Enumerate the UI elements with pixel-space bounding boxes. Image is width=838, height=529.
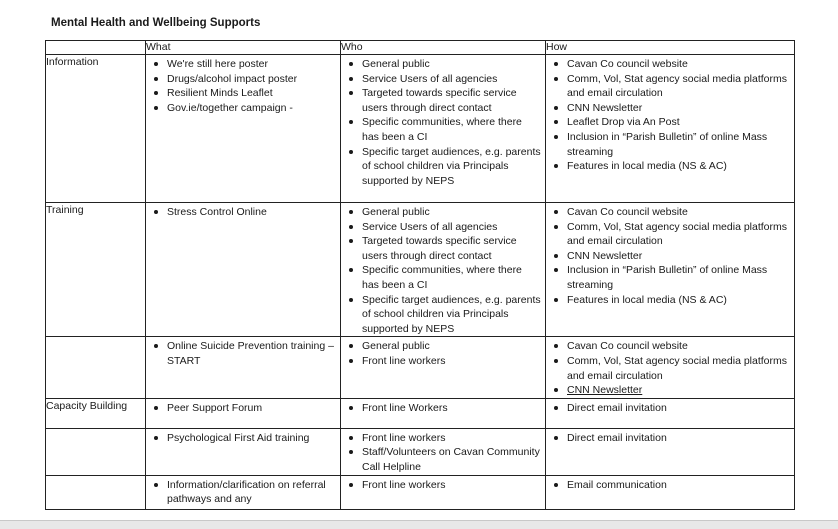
table-row — [46, 475, 795, 509]
list-item: General public — [346, 57, 541, 72]
what-cell — [146, 337, 341, 398]
list-item: CNN Newsletter — [551, 383, 790, 398]
bullet-list — [546, 478, 794, 493]
how-cell — [546, 428, 795, 475]
bullet-list — [341, 478, 545, 493]
list-item: Direct email invitation — [551, 401, 790, 416]
list-item: Front line workers — [346, 478, 541, 493]
how-cell — [546, 398, 795, 428]
list-item: Features in local media (NS & AC) — [551, 159, 790, 174]
who-cell — [341, 55, 546, 203]
list-item: Cavan Co council website — [551, 205, 790, 220]
list-item: General public — [346, 339, 541, 354]
bullet-list — [546, 339, 794, 397]
bullet-list — [146, 431, 340, 446]
bullet-list — [341, 205, 545, 336]
list-item: Peer Support Forum — [151, 401, 336, 416]
who-cell — [341, 203, 546, 337]
who-cell — [341, 428, 546, 475]
table-row — [46, 203, 795, 337]
list-item: We're still here poster — [151, 57, 336, 72]
list-item: Comm, Vol, Stat agency social media platforms and email circulation — [551, 72, 790, 101]
category-cell: Training — [46, 203, 146, 337]
what-cell — [146, 398, 341, 428]
table-row — [46, 428, 795, 475]
list-item: Front line workers — [346, 354, 541, 369]
document-title: Mental Health and Wellbeing Supports — [51, 17, 261, 29]
bullet-list — [341, 431, 545, 475]
list-item: Specific target audiences, e.g. parents of school children via Principals supported by NEPS — [346, 145, 541, 189]
list-item: Specific communities, where there has been a CI — [346, 115, 541, 144]
list-item: Direct email invitation — [551, 431, 790, 446]
list-item: Cavan Co council website — [551, 339, 790, 354]
list-item: Information/clarification on referral pathways and any — [151, 478, 336, 507]
list-item: Leaflet Drop via An Post — [551, 115, 790, 130]
list-item: Targeted towards specific service users through direct contact — [346, 86, 541, 115]
bullet-list — [341, 339, 545, 368]
list-item: General public — [346, 205, 541, 220]
bullet-list — [341, 401, 545, 416]
bullet-list — [146, 205, 340, 220]
list-item: Stress Control Online — [151, 205, 336, 220]
list-item: Specific communities, where there has been a CI — [346, 263, 541, 292]
header-who: Who — [341, 41, 546, 55]
how-cell — [546, 55, 795, 203]
category-cell — [46, 337, 146, 398]
list-item: Front line workers — [346, 431, 541, 446]
bullet-list — [341, 57, 545, 188]
list-item: CNN Newsletter — [551, 101, 790, 116]
list-item: Staff/Volunteers on Cavan Community Call Helpline — [346, 445, 541, 474]
category-cell: Capacity Building — [46, 398, 146, 428]
table-row — [46, 398, 795, 428]
list-item: Inclusion in “Parish Bulletin” of online Mass streaming — [551, 263, 790, 292]
bullet-list — [546, 205, 794, 307]
list-item: Psychological First Aid training — [151, 431, 336, 446]
how-cell — [546, 337, 795, 398]
how-cell — [546, 203, 795, 337]
list-item: Resilient Minds Leaflet — [151, 86, 336, 101]
list-item: Online Suicide Prevention training – START — [151, 339, 336, 368]
category-cell: Information — [46, 55, 146, 203]
supports-table — [45, 40, 795, 510]
bullet-list — [546, 431, 794, 446]
list-item: Front line Workers — [346, 401, 541, 416]
bullet-list — [146, 57, 340, 115]
table-row — [46, 337, 795, 398]
bullet-list — [546, 57, 794, 174]
list-item: Service Users of all agencies — [346, 72, 541, 87]
category-cell — [46, 475, 146, 509]
who-cell — [341, 337, 546, 398]
what-cell — [146, 203, 341, 337]
bullet-list — [146, 401, 340, 416]
bullet-list — [146, 339, 340, 368]
bullet-list — [546, 401, 794, 416]
list-item: Inclusion in “Parish Bulletin” of online Mass streaming — [551, 130, 790, 159]
list-item: Comm, Vol, Stat agency social media platforms and email circulation — [551, 220, 790, 249]
list-item: Targeted towards specific service users through direct contact — [346, 234, 541, 263]
header-category — [46, 41, 146, 55]
what-cell — [146, 55, 341, 203]
list-item: Features in local media (NS & AC) — [551, 293, 790, 308]
table-row — [46, 55, 795, 203]
list-item: Email communication — [551, 478, 790, 493]
list-item: Cavan Co council website — [551, 57, 790, 72]
list-item: Gov.ie/together campaign - — [151, 101, 336, 116]
what-cell — [146, 475, 341, 509]
list-item: CNN Newsletter — [551, 249, 790, 264]
list-item: Comm, Vol, Stat agency social media platforms and email circulation — [551, 354, 790, 383]
who-cell — [341, 398, 546, 428]
how-cell — [546, 475, 795, 509]
what-cell — [146, 428, 341, 475]
who-cell — [341, 475, 546, 509]
bullet-list — [146, 478, 340, 507]
list-item: Specific target audiences, e.g. parents of school children via Principals supported by NEPS — [346, 293, 541, 337]
list-item: Drugs/alcohol impact poster — [151, 72, 336, 87]
header-how: How — [546, 41, 795, 55]
list-item: Service Users of all agencies — [346, 220, 541, 235]
header-what: What — [146, 41, 341, 55]
header-row — [46, 41, 795, 55]
category-cell — [46, 428, 146, 475]
